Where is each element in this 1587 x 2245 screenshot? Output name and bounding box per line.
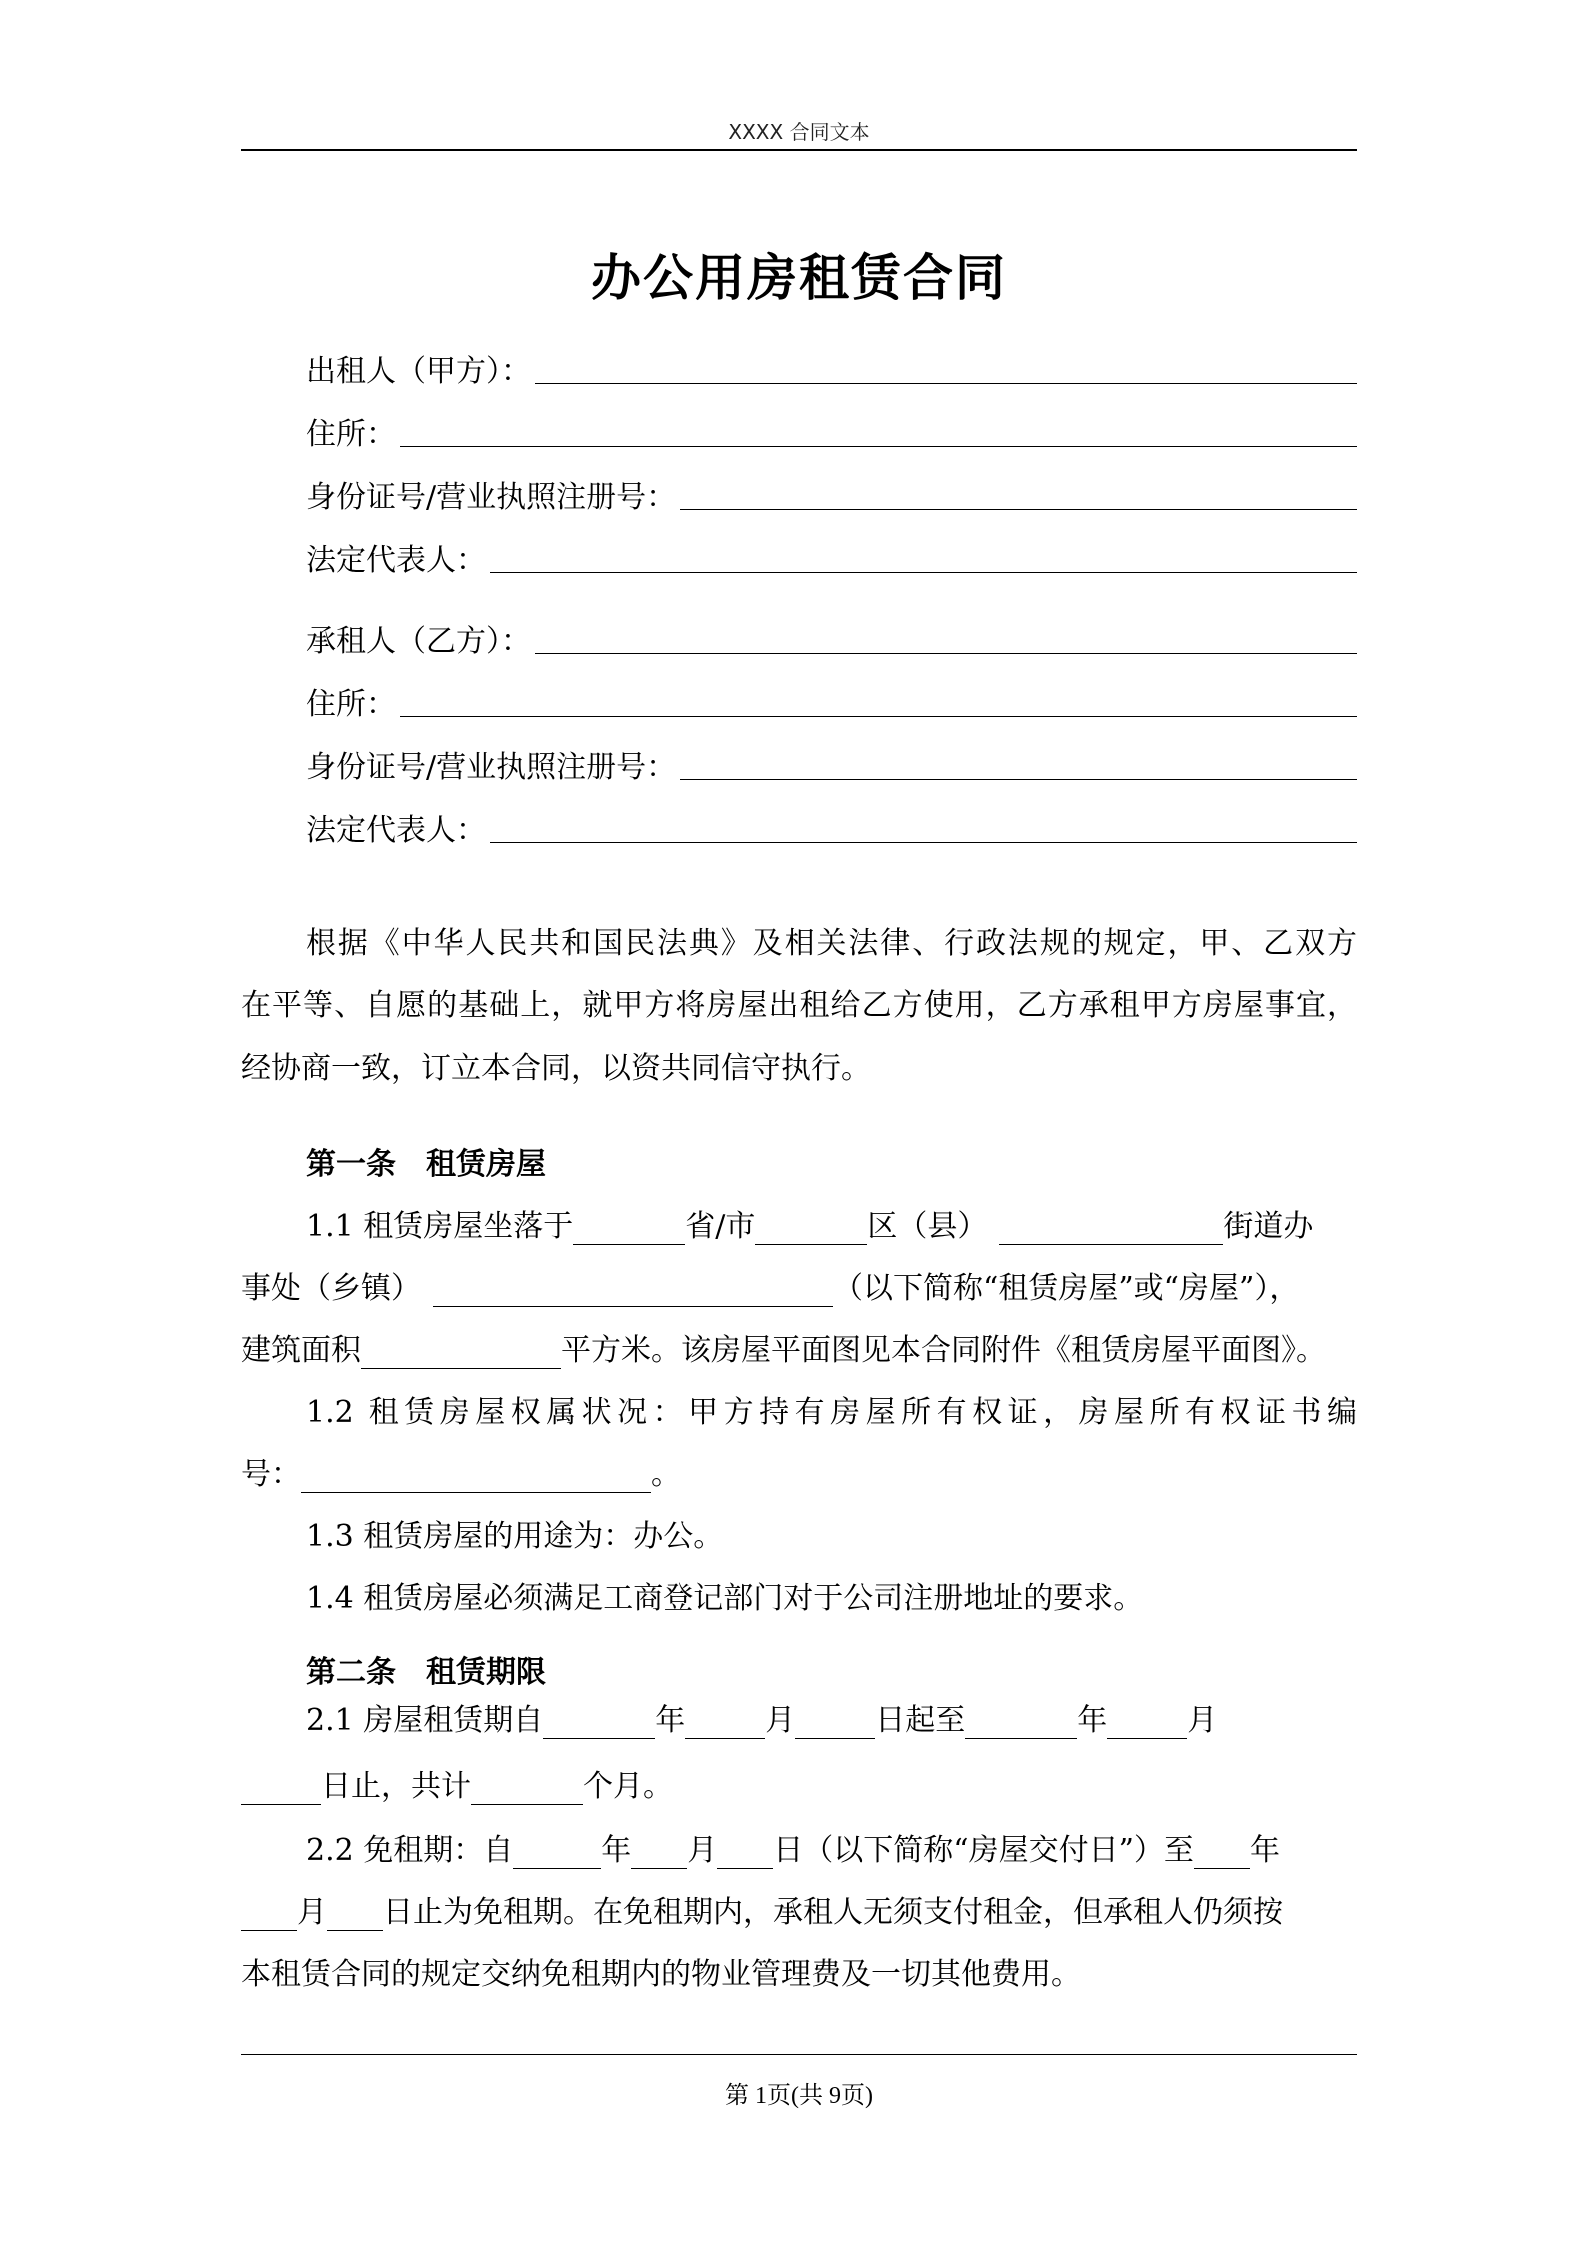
lessee-rep-field[interactable] bbox=[306, 805, 1357, 849]
lessor-id-blank[interactable] bbox=[680, 509, 1357, 510]
article-2-heading: 第二条 租赁期限 bbox=[306, 1655, 546, 1690]
free-end-month-blank[interactable] bbox=[241, 1896, 297, 1931]
clause-2-2-line-3: 本租赁合同的规定交纳免租期内的物业管理费及一切其他费用。 bbox=[241, 1957, 1081, 1992]
page-number: 第 1页(共 9页) bbox=[725, 2083, 873, 2109]
clause-1-1-text-b: 省/市 bbox=[685, 1209, 756, 1244]
clause-1-1-text-h: 平方米。该房屋平面图见本合同附件《租赁房屋平面图》。 bbox=[561, 1333, 1326, 1368]
lessor-address-field[interactable] bbox=[306, 409, 1357, 453]
lessee-address-field[interactable] bbox=[306, 679, 1357, 723]
clause-1-1-text-e: 事处（乡镇） bbox=[241, 1271, 421, 1306]
clause-2-2-text-f: 月 bbox=[297, 1895, 327, 1930]
clause-2-2-line-2 bbox=[241, 1891, 1357, 1935]
footer-rule bbox=[241, 2054, 1357, 2055]
clause-1-1-line-3 bbox=[241, 1329, 1357, 1373]
clause-2-1-line-2 bbox=[241, 1765, 1357, 1809]
lessee-name-blank[interactable] bbox=[535, 653, 1357, 654]
clause-2-1-text-a: 2.1 房屋租赁期自 bbox=[306, 1703, 544, 1738]
preamble-line-1: 根据《中华人民共和国民法典》及相关法律、行政法规的规定，甲、乙双方 bbox=[306, 926, 1357, 961]
header-rule bbox=[241, 149, 1357, 151]
clause-2-1-text-d: 日起至 bbox=[875, 1703, 966, 1738]
lessee-rep-blank[interactable] bbox=[490, 842, 1357, 843]
clause-1-1-text-g: 建筑面积 bbox=[241, 1333, 361, 1368]
clause-1-1-text-c: 区（县） bbox=[867, 1209, 988, 1244]
clause-2-2-text-b: 年 bbox=[601, 1833, 632, 1868]
end-day-blank[interactable] bbox=[241, 1770, 321, 1805]
clause-2-2-text-a: 2.2 免租期：自 bbox=[306, 1833, 514, 1868]
clause-1-1-line-1 bbox=[306, 1205, 1357, 1249]
end-year-blank[interactable] bbox=[965, 1704, 1077, 1739]
document-header: XXXX 合同文本 bbox=[728, 120, 870, 144]
lessor-rep-label: 法定代表人： bbox=[306, 543, 486, 578]
lessee-id-field[interactable] bbox=[306, 742, 1357, 786]
start-month-blank[interactable] bbox=[685, 1704, 765, 1739]
lessor-name-field[interactable] bbox=[306, 346, 1357, 390]
lessor-name-blank[interactable] bbox=[535, 383, 1357, 384]
total-months-blank[interactable] bbox=[471, 1770, 583, 1805]
clause-2-1-text-g: 日止，共计 bbox=[321, 1769, 471, 1804]
lessee-name-field[interactable] bbox=[306, 616, 1357, 660]
preamble-line-3: 经协商一致，订立本合同，以资共同信守执行。 bbox=[241, 1051, 871, 1086]
clause-1-1-text-f: （以下简称“租赁房屋”或“房屋”）， bbox=[833, 1271, 1300, 1306]
clause-2-2-text-g: 日止为免租期。在免租期内，承租人无须支付租金，但承租人仍须按 bbox=[383, 1895, 1283, 1930]
certificate-number-blank[interactable] bbox=[301, 1458, 651, 1493]
clause-2-2-text-d: 日（以下简称“房屋交付日”）至 bbox=[773, 1833, 1194, 1868]
clause-1-4: 1.4 租赁房屋必须满足工商登记部门对于公司注册地址的要求。 bbox=[306, 1581, 1144, 1616]
free-start-day-blank[interactable] bbox=[717, 1834, 773, 1869]
lessor-address-blank[interactable] bbox=[400, 446, 1357, 447]
lessor-rep-field[interactable] bbox=[306, 535, 1357, 579]
clause-2-2-text-e: 年 bbox=[1249, 1833, 1280, 1868]
lessee-name-label: 承租人（乙方）： bbox=[306, 624, 531, 659]
document-title: 办公用房租赁合同 bbox=[591, 248, 1007, 307]
lessee-rep-label: 法定代表人： bbox=[306, 813, 486, 848]
clause-2-1-text-h: 个月。 bbox=[583, 1769, 673, 1804]
lessor-address-label: 住所： bbox=[306, 417, 396, 452]
clause-2-1-text-f: 月 bbox=[1187, 1703, 1218, 1738]
lessor-id-label: 身份证号/营业执照注册号： bbox=[306, 480, 677, 515]
lessee-address-label: 住所： bbox=[306, 687, 396, 722]
lessor-rep-blank[interactable] bbox=[490, 572, 1357, 573]
clause-1-1-text-d: 街道办 bbox=[1223, 1209, 1314, 1244]
district-blank[interactable] bbox=[755, 1210, 867, 1245]
start-year-blank[interactable] bbox=[543, 1704, 655, 1739]
township-blank[interactable] bbox=[433, 1272, 833, 1307]
end-month-blank[interactable] bbox=[1107, 1704, 1187, 1739]
clause-2-1-text-e: 年 bbox=[1077, 1703, 1108, 1738]
lessor-id-field[interactable] bbox=[306, 472, 1357, 516]
clause-1-1-text-a: 1.1 租赁房屋坐落于 bbox=[306, 1209, 574, 1244]
clause-2-2-line-1 bbox=[306, 1829, 1357, 1873]
clause-2-1-text-c: 月 bbox=[765, 1703, 796, 1738]
free-start-year-blank[interactable] bbox=[513, 1834, 601, 1869]
clause-1-2-text-a: 号： bbox=[241, 1457, 301, 1492]
free-end-day-blank[interactable] bbox=[327, 1896, 383, 1931]
free-start-month-blank[interactable] bbox=[631, 1834, 687, 1869]
clause-1-2-text-b: 。 bbox=[651, 1457, 681, 1492]
preamble-line-2: 在平等、自愿的基础上，就甲方将房屋出租给乙方使用，乙方承租甲方房屋事宜， bbox=[241, 988, 1357, 1023]
area-blank[interactable] bbox=[361, 1334, 561, 1369]
street-blank[interactable] bbox=[999, 1210, 1223, 1245]
lessee-id-label: 身份证号/营业执照注册号： bbox=[306, 750, 677, 785]
clause-1-3: 1.3 租赁房屋的用途为：办公。 bbox=[306, 1519, 724, 1554]
lessor-name-label: 出租人（甲方）： bbox=[306, 354, 531, 389]
lessee-id-blank[interactable] bbox=[680, 779, 1357, 780]
province-blank[interactable] bbox=[573, 1210, 685, 1245]
start-day-blank[interactable] bbox=[795, 1704, 875, 1739]
clause-2-2-text-c: 月 bbox=[687, 1833, 718, 1868]
clause-1-2-line-2 bbox=[241, 1453, 1357, 1497]
free-end-year-blank[interactable] bbox=[1194, 1834, 1250, 1869]
article-1-heading: 第一条 租赁房屋 bbox=[306, 1147, 546, 1182]
lessee-address-blank[interactable] bbox=[400, 716, 1357, 717]
clause-2-1-text-b: 年 bbox=[655, 1703, 686, 1738]
clause-1-2-line-1: 1.2 租赁房屋权属状况：甲方持有房屋所有权证，房屋所有权证书编 bbox=[306, 1395, 1357, 1430]
clause-2-1-line-1 bbox=[306, 1699, 1357, 1743]
clause-1-1-line-2 bbox=[241, 1267, 1357, 1311]
